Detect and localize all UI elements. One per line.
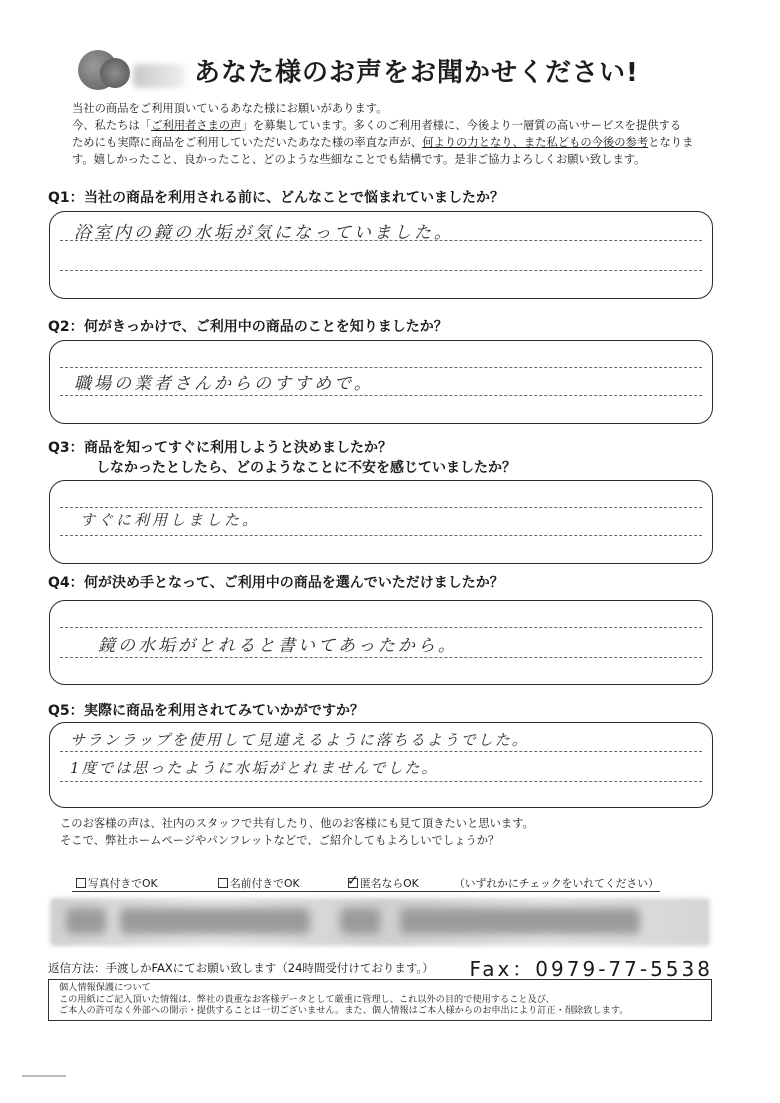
- page-title: あなた様のお声をお聞かせください!: [194, 58, 639, 88]
- question-3-sub: しなかったとしたら、どのようなことに不安を感じていましたか？: [96, 460, 516, 476]
- checkbox-name[interactable]: [218, 878, 228, 888]
- answer-box-2[interactable]: [49, 340, 713, 424]
- question-5: Q5：実際に商品を利用されてみていかがですか？: [48, 703, 364, 719]
- question-4: Q4：何が決め手となって、ご利用中の商品を選んでいただけましたか？: [48, 575, 504, 591]
- answer-5-line-2: 1度では思ったように水垢がとれませんでした。: [70, 759, 439, 777]
- header: [72, 46, 712, 96]
- consent-note: （いずれかにチェックをいれてください）: [454, 877, 659, 890]
- closing-line-1: このお客様の声は、社内のスタッフで共有したり、他のお客様にも見て頂きたいと思います。: [60, 817, 534, 830]
- privacy-title: 個人情報保護について: [59, 982, 151, 993]
- question-1: Q1：当社の商品を利用される前に、どんなことで悩まれていましたか？: [48, 190, 504, 206]
- question-2: Q2：何がきっかけで、ご利用中の商品のことを知りましたか？: [48, 319, 448, 335]
- intro-line-3: ためにも実際に商品をご利用していただいたあなた様の率直な声が、何よりの力となり、また私どもの今後の参考となりま: [72, 136, 694, 149]
- footer-mark: [22, 1075, 66, 1077]
- redacted-name-field: [50, 898, 710, 946]
- privacy-notice: [48, 979, 712, 1021]
- intro-line-4: す。嬉しかったこと、良かったこと、どのような些細なことでも結構です。是非ご協力よろしくお願い致します。: [72, 153, 646, 166]
- answer-1-text: 浴室内の鏡の水垢が気になっていました。: [74, 223, 454, 243]
- privacy-line-1: この用紙にご記入頂いた情報は、弊社の貴重なお客様データとして厳重に管理し、これ以外の目的で使用すること及び、: [59, 993, 555, 1005]
- answer-3-text: すぐに利用しました。: [80, 511, 261, 529]
- answer-4-text: 鏡の水垢がとれると書いてあったから。: [98, 636, 458, 656]
- fax-number: Fax：0979-77-5538: [469, 957, 713, 981]
- answer-2-text: 職場の業者さんからのすすめで。: [74, 374, 374, 394]
- consent-name-option[interactable]: 名前付きでOK: [218, 876, 300, 891]
- answer-box-4[interactable]: [49, 600, 713, 685]
- answer-box-1[interactable]: [49, 211, 713, 299]
- closing-text: [60, 815, 534, 849]
- consent-photo-option[interactable]: 写真付きでOK: [76, 876, 158, 891]
- question-3: Q3：商品を知ってすぐに利用しようと決めましたか？: [48, 440, 392, 456]
- answer-box-5[interactable]: [49, 722, 713, 808]
- privacy-line-2: ご本人の許可なく外部への開示・提供することは一切ございません。また、個人情報はご本人様からのお申出により訂正・削除致します。: [59, 1005, 629, 1016]
- intro-text: [72, 100, 732, 168]
- reply-section: [48, 955, 713, 981]
- reply-method: 返信方法：手渡しかFAXにてお願い致します（24時間受付けております。）: [48, 961, 434, 975]
- answer-5-line-1: サランラップを使用して見違えるように落ちるようでした。: [70, 731, 529, 749]
- tree-logo-icon: [78, 50, 188, 92]
- intro-line-2: 今、私たちは「ご利用者さまの声」を募集しています。多くのご利用者様に、今後より一層質の高いサービスを提供する: [72, 119, 682, 132]
- intro-line-1: 当社の商品をご利用頂いているあなた様にお願いがあります。: [72, 102, 388, 115]
- consent-anonymous-option[interactable]: ✓ 匿名ならOK: [348, 876, 419, 891]
- consent-options: [72, 876, 660, 892]
- checkbox-photo[interactable]: [76, 878, 86, 888]
- answer-box-3[interactable]: [49, 480, 713, 564]
- closing-line-2: そこで、弊社ホームページやパンフレットなどで、ご紹介してもよろしいでしょうか？: [60, 834, 500, 847]
- checkbox-anonymous-checked[interactable]: [348, 878, 358, 888]
